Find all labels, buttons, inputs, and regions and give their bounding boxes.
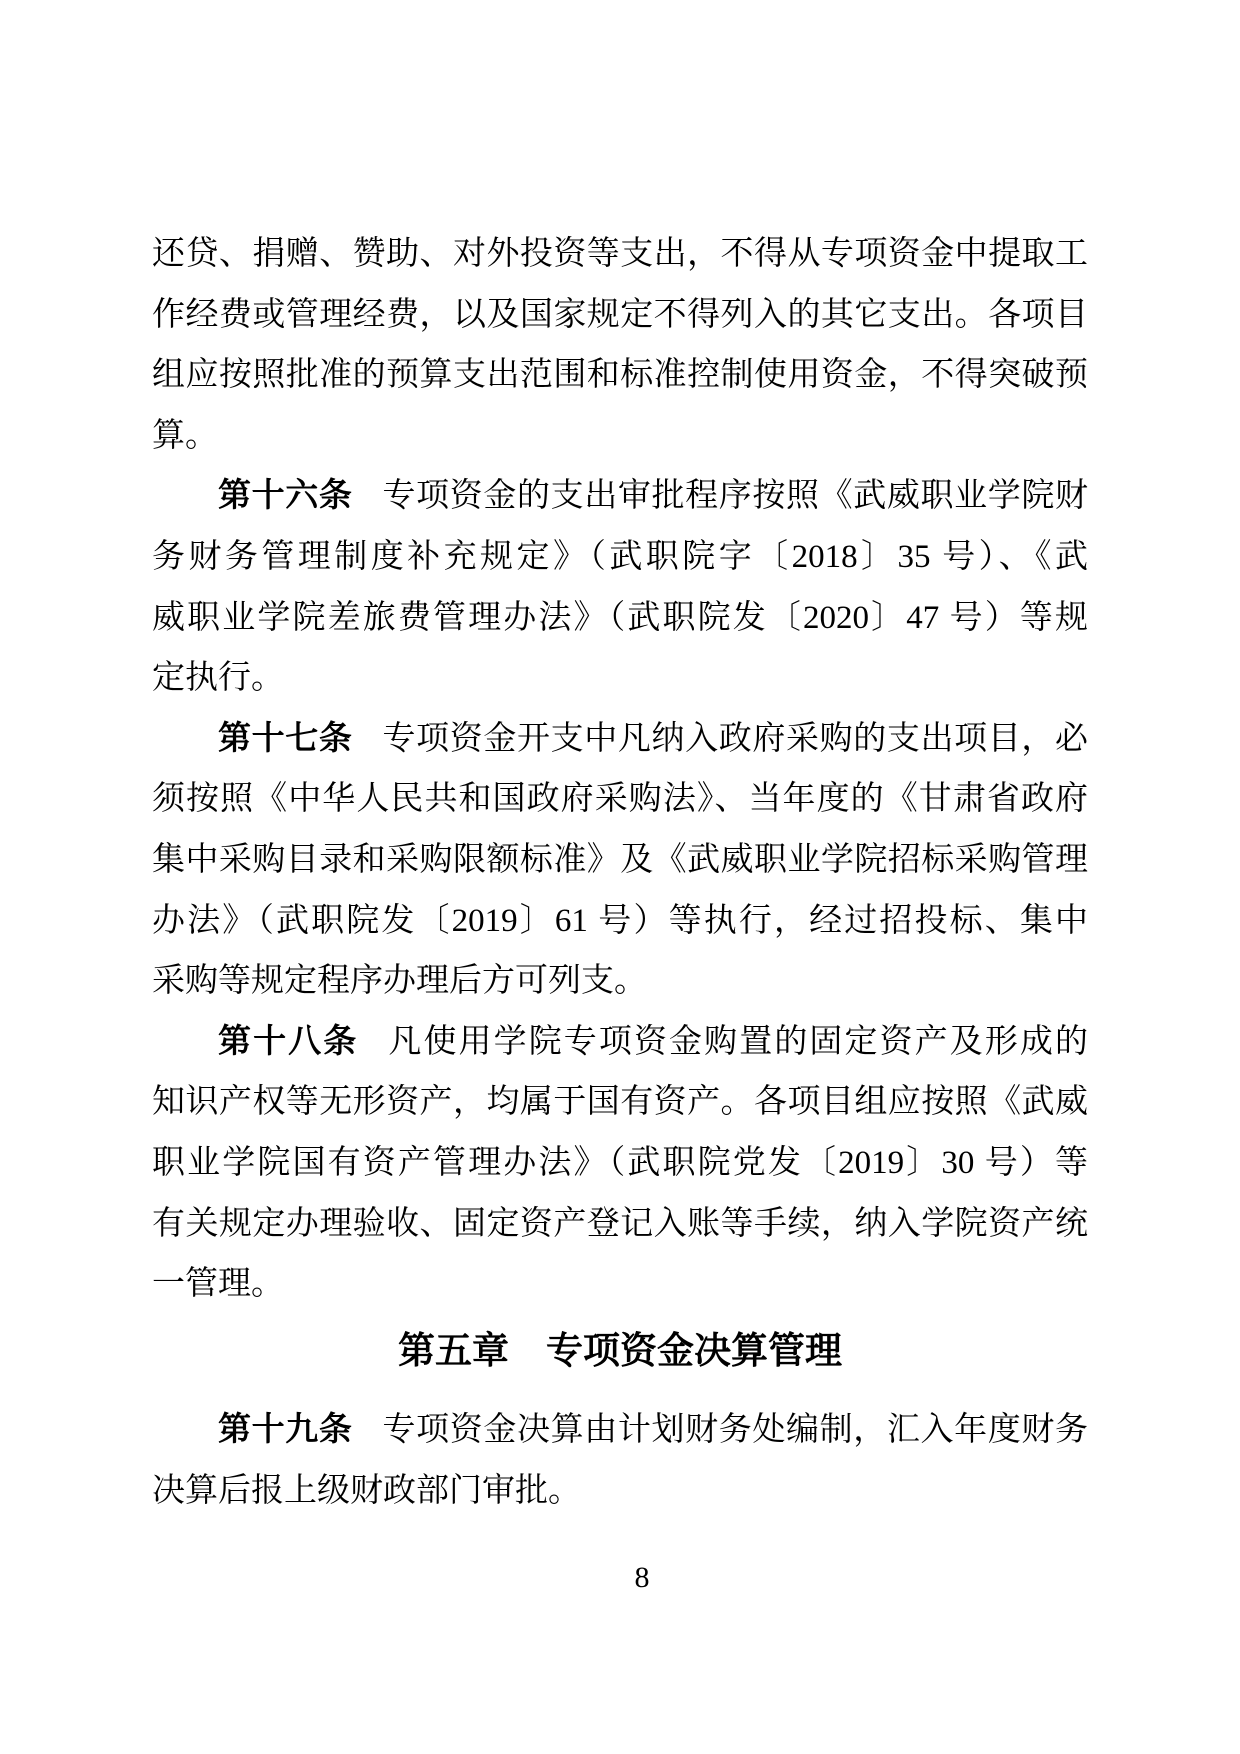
line-text: 办法》（武职院发〔2019〕61 号）等执行，经过招投标、集中: [152, 902, 1088, 939]
line-text: 采购等规定程序办理后方可列支。: [152, 963, 647, 1000]
text-line: [152, 1400, 1088, 1461]
text-line: [152, 769, 1088, 830]
text-line: [152, 709, 1088, 770]
text-line: [152, 588, 1088, 649]
line-text: 凡使用学院专项资金购置的固定资产及形成的: [388, 1023, 1089, 1060]
article-number: 第十六条: [218, 478, 353, 515]
chapter-heading: 第五章 专项资金决算管理: [398, 1330, 842, 1371]
document-body: [152, 224, 1088, 1315]
text-line: [152, 224, 1088, 285]
page-number: 8: [634, 1561, 650, 1594]
line-text: 有关规定办理验收、固定资产登记入账等手续，纳入学院资产统: [152, 1205, 1088, 1242]
line-text: 决算后报上级财政部门审批。: [152, 1472, 581, 1509]
article-number: 第十七条: [218, 720, 353, 757]
text-line: [152, 1461, 1088, 1522]
line-text: 知识产权等无形资产，均属于国有资产。各项目组应按照《武威: [152, 1084, 1088, 1121]
text-line: [152, 1254, 1088, 1315]
text-line: [152, 1072, 1088, 1133]
document-closing: [152, 1400, 1088, 1521]
line-text: 须按照《中华人民共和国政府采购法》、当年度的《甘肃省政府: [152, 781, 1088, 818]
line-text: 作经费或管理经费，以及国家规定不得列入的其它支出。各项目: [152, 296, 1088, 333]
text-line: [152, 527, 1088, 588]
line-text: 集中采购目录和采购限额标准》及《武威职业学院招标采购管理: [152, 841, 1088, 878]
text-line: [152, 951, 1088, 1012]
line-text: 还贷、捐赠、赞助、对外投资等支出，不得从专项资金中提取工: [152, 236, 1088, 272]
line-text: 专项资金决算由计划财务处编制，汇入年度财务: [382, 1412, 1088, 1448]
text-line: [152, 891, 1088, 952]
text-line: [152, 345, 1088, 406]
text-line: [152, 1012, 1088, 1073]
article-number: 第十八条: [218, 1023, 359, 1060]
line-text: 专项资金的支出审批程序按照《武威职业学院财: [382, 478, 1088, 515]
text-line: [152, 466, 1088, 527]
text-line: [152, 648, 1088, 709]
text-line: [152, 830, 1088, 891]
line-text: 威职业学院差旅费管理办法》（武职院发〔2020〕47 号）等规: [152, 599, 1088, 636]
text-line: [152, 406, 1088, 467]
line-text: 一管理。: [152, 1266, 284, 1303]
line-text: 组应按照批准的预算支出范围和标准控制使用资金，不得突破预: [152, 357, 1088, 394]
text-line: [152, 285, 1088, 346]
article-number: 第十九条: [218, 1412, 353, 1448]
line-text: 算。: [152, 417, 218, 454]
line-text: 务财务管理制度补充规定》（武职院字〔2018〕35 号）、《武: [152, 538, 1089, 575]
line-text: 职业学院国有资产管理办法》（武职院党发〔2019〕30 号）等: [152, 1144, 1088, 1181]
line-text: 定执行。: [152, 660, 284, 697]
text-line: [152, 1133, 1088, 1194]
text-line: [152, 1194, 1088, 1255]
line-text: 专项资金开支中凡纳入政府采购的支出项目，必: [382, 720, 1088, 757]
